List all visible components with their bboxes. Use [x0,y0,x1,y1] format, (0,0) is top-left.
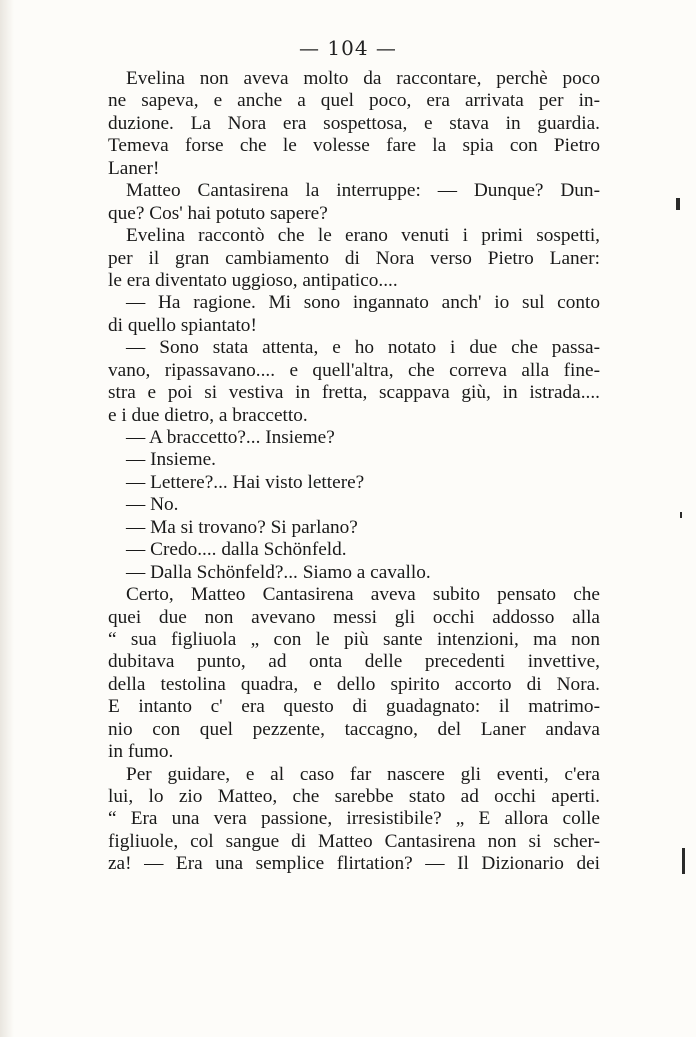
text-line: “ Era una vera passione, irresistibile? „ E allora colle [108,808,600,830]
text-line: — Lettere?... Hai visto lettere? [126,471,365,493]
text-line: di quello spiantato! [108,314,257,336]
text-line: — Insieme. [126,449,216,471]
text-line: — Credo.... dalla Schönfeld. [126,539,347,561]
page-number: — 104 — [299,36,397,60]
text-line: — Ha ragione. Mi sono ingannato anch' io sul conto [126,292,600,314]
text-line: Certo, Matteo Cantasirena aveva subito pensato che [126,584,600,606]
text-line: duzione. La Nora era sospettosa, e stava in guardia. [108,112,600,134]
text-line: Temeva forse che le volesse fare la spia con Pietro [108,135,600,157]
text-line: que? Cos' hai potuto sapere? [108,202,328,224]
text-line: in fumo. [108,741,174,763]
text-line: Per guidare, e al caso far nascere gli eventi, c'era [126,763,600,785]
text-line: za! — Era una semplice flirtation? — Il Dizionario dei [108,853,600,875]
scan-mark [682,848,685,874]
text-line: E intanto c' era questo di guadagnato: il matrimo- [108,696,600,718]
text-line: — Ma si trovano? Si parlano? [126,516,358,538]
text-line: stra e poi si vestiva in fretta, scappava giù, in istrada.... [108,382,600,404]
text-line: dubitava punto, ad onta delle precedenti invettive, [108,651,600,673]
text-line: per il gran cambiamento di Nora verso Pietro Laner: [108,247,600,269]
text-line: quei due non avevano messi gli occhi addosso alla [108,606,600,628]
text-line: Matteo Cantasirena la interruppe: — Dunque? Dun- [126,180,600,202]
text-line: della testolina quadra, e dello spirito accorto di Nora. [108,673,600,695]
text-line: — Dalla Schönfeld?... Siamo a cavallo. [126,561,431,583]
text-line: figliuole, col sangue di Matteo Cantasirena non si scher- [108,830,600,852]
text-line: Evelina non aveva molto da raccontare, perchè poco [126,68,600,89]
text-line: Laner! [108,157,160,179]
text-line: ne sapeva, e anche a quel poco, era arrivata per in- [108,90,600,112]
text-line: — Sono stata attenta, e ho notato i due che passa- [126,337,600,359]
scan-mark [676,198,680,210]
text-line: “ sua figliuola „ con le più sante intenzioni, ma non [108,628,600,650]
text-line: vano, ripassavano.... e quell'altra, che correva alla fine- [108,359,600,381]
scan-mark [680,512,682,518]
text-line: e i due dietro, a braccetto. [108,404,308,426]
text-line: lui, lo zio Matteo, che sarebbe stato ad occhi aperti. [108,786,600,807]
body-text [108,68,600,876]
text-line: le era diventato uggioso, antipatico.... [108,269,398,291]
text-line: nio con quel pezzente, taccagno, del Laner andava [108,718,600,740]
text-line: Evelina raccontò che le erano venuti i primi sospetti, [126,225,600,247]
text-line: — No. [126,494,179,516]
text-line: — A braccetto?... Insieme? [126,427,335,448]
page-edge-shadow [0,0,14,1037]
